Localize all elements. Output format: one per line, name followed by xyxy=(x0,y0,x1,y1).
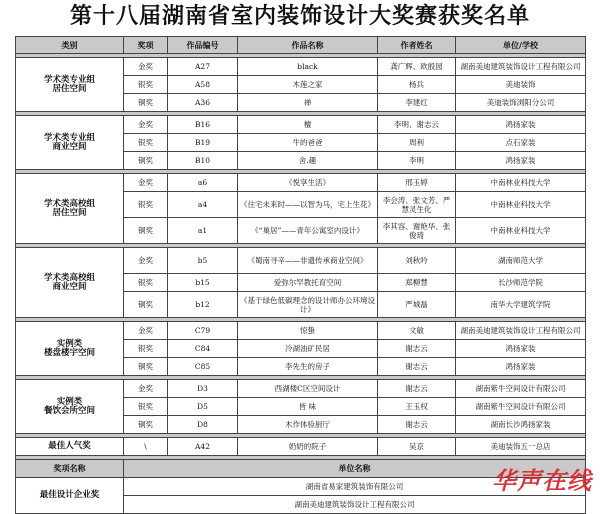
work-name-cell: 檀 xyxy=(238,116,378,134)
code-cell: B16 xyxy=(168,116,238,134)
code-cell: a1 xyxy=(168,218,238,244)
author-cell: 谢志云 xyxy=(378,380,456,398)
unit-cell: 点石家装 xyxy=(456,134,586,152)
work-name-cell: 禅 xyxy=(238,94,378,112)
author-cell: 谢志云 xyxy=(378,358,456,376)
award-cell: 银奖 xyxy=(124,192,168,218)
award-cell: 金奖 xyxy=(124,174,168,192)
award-cell: 金奖 xyxy=(124,322,168,340)
author-cell: 严城磊 xyxy=(378,292,456,318)
footer-header-award: 奖项名称 xyxy=(16,460,124,478)
work-name-cell: 李先生的房子 xyxy=(238,358,378,376)
unit-cell: 美迪装饰 xyxy=(456,76,586,94)
table-row xyxy=(16,322,586,340)
award-cell: 银奖 xyxy=(124,134,168,152)
work-name-cell: 木莲之家 xyxy=(238,76,378,94)
header-category: 类别 xyxy=(16,37,124,54)
code-cell: a6 xyxy=(168,174,238,192)
code-cell: A42 xyxy=(168,438,238,456)
unit-cell: 鸿扬家装 xyxy=(456,116,586,134)
work-name-cell: 爱弥尔罕教托育空间 xyxy=(238,274,378,292)
code-cell: C79 xyxy=(168,322,238,340)
work-name-cell: black xyxy=(238,58,378,76)
header-award: 奖项 xyxy=(124,37,168,54)
unit-cell: 鸿扬家装 xyxy=(456,152,586,170)
work-name-cell: 舍.趣 xyxy=(238,152,378,170)
unit-cell: 中南林业科技大学 xyxy=(456,174,586,192)
code-cell: a4 xyxy=(168,192,238,218)
table-row xyxy=(16,380,586,398)
code-cell: A27 xyxy=(168,58,238,76)
award-cell: 铜奖 xyxy=(124,218,168,244)
table-header-row xyxy=(16,37,586,54)
work-name-cell: 西湖楼C区空间设计 xyxy=(238,380,378,398)
author-cell: 李明 xyxy=(378,152,456,170)
work-name-cell: 冷湖油矿民居 xyxy=(238,340,378,358)
author-cell: 杨兵 xyxy=(378,76,456,94)
table-row xyxy=(16,116,586,134)
unit-cell: 美迪装饰浏阳分公司 xyxy=(456,94,586,112)
author-cell: 邢玉婷 xyxy=(378,174,456,192)
category-cell: 实例类 餐饮会所空间 xyxy=(16,380,124,434)
author-cell: 李明、谢志云 xyxy=(378,116,456,134)
code-cell: D8 xyxy=(168,416,238,434)
work-name-cell: 《“巢居”——青年公寓室内设计》 xyxy=(238,218,378,244)
author-cell: 王玉权 xyxy=(378,398,456,416)
author-cell: 吴京 xyxy=(378,438,456,456)
work-name-cell: 《蜀南寻辛——非遗传承商业空间》 xyxy=(238,248,378,274)
unit-cell: 长沙师范学院 xyxy=(456,274,586,292)
author-cell: 谢志云 xyxy=(378,416,456,434)
work-name-cell: 惊蛰 xyxy=(238,322,378,340)
award-cell: 铜奖 xyxy=(124,94,168,112)
category-cell: 学术类专业组 居住空间 xyxy=(16,58,124,112)
code-cell: A58 xyxy=(168,76,238,94)
code-cell: B19 xyxy=(168,134,238,152)
award-cell: 银奖 xyxy=(124,398,168,416)
work-name-cell: 奶奶的院子 xyxy=(238,438,378,456)
code-cell: D5 xyxy=(168,398,238,416)
author-cell: 文敏 xyxy=(378,322,456,340)
code-cell: b12 xyxy=(168,292,238,318)
award-cell: 铜奖 xyxy=(124,292,168,318)
code-cell: C84 xyxy=(168,340,238,358)
unit-cell: 湖南长沙鸿扬家装 xyxy=(456,416,586,434)
unit-cell: 鸿扬家装 xyxy=(456,340,586,358)
footer-unit-cell: 湖南省易家建筑装饰有限公司 xyxy=(124,478,586,496)
table-row xyxy=(16,58,586,76)
award-cell: 金奖 xyxy=(124,248,168,274)
author-cell: 谢志云 xyxy=(378,340,456,358)
code-cell: b15 xyxy=(168,274,238,292)
unit-cell: 中南林业科技大学 xyxy=(456,218,586,244)
code-cell: b5 xyxy=(168,248,238,274)
award-cell: 银奖 xyxy=(124,76,168,94)
work-name-cell: 木作体验厨厅 xyxy=(238,416,378,434)
footer-header-unit: 单位名称 xyxy=(124,460,586,478)
unit-cell: 湖南师范大学 xyxy=(456,248,586,274)
author-cell: 刘秋吟 xyxy=(378,248,456,274)
author-cell: 李会涛、张文芳、严慧灵生化 xyxy=(378,192,456,218)
unit-cell: 湖南紫牛空间设计有限公司 xyxy=(456,398,586,416)
footer-award-cell: 最佳设计企业奖 xyxy=(16,478,124,514)
work-name-cell: 《基于绿色低碳理念的设计师办公环境设计》 xyxy=(238,292,378,318)
header-work-name: 作品名称 xyxy=(238,37,378,54)
category-cell: 学术类专业组 商业空间 xyxy=(16,116,124,170)
category-cell: 最佳人气奖 xyxy=(16,438,124,456)
author-cell: 郑柳慧 xyxy=(378,274,456,292)
work-name-cell: 《悦享生活》 xyxy=(238,174,378,192)
code-cell: C85 xyxy=(168,358,238,376)
category-cell: 学术类高校组 居住空间 xyxy=(16,174,124,244)
award-cell: 铜奖 xyxy=(124,416,168,434)
page-title: 第十八届湖南省室内装饰设计大奖赛获奖名单 xyxy=(69,4,530,29)
code-cell: B10 xyxy=(168,152,238,170)
work-name-cell: 《住宅未来时——以智为马，宅上生花》 xyxy=(238,192,378,218)
award-cell: 金奖 xyxy=(124,58,168,76)
code-cell: A36 xyxy=(168,94,238,112)
author-cell: 李建红 xyxy=(378,94,456,112)
author-cell: 周利 xyxy=(378,134,456,152)
table-row xyxy=(16,438,586,456)
unit-cell: 中南林业科技大学 xyxy=(456,192,586,218)
award-cell: 银奖 xyxy=(124,274,168,292)
header-unit: 单位/学校 xyxy=(456,37,586,54)
award-cell: 铜奖 xyxy=(124,152,168,170)
award-cell: \ xyxy=(124,438,168,456)
unit-cell: 湖南紫牛空间设计有限公司 xyxy=(456,380,586,398)
work-name-cell: 皆 味 xyxy=(238,398,378,416)
unit-cell: 鸿扬家装 xyxy=(456,358,586,376)
unit-cell: 南华大学建筑学院 xyxy=(456,292,586,318)
author-cell: 龚广辉、欧殷园 xyxy=(378,58,456,76)
unit-cell: 美迪装饰五一总店 xyxy=(456,438,586,456)
work-name-cell: 牛的爸爸 xyxy=(238,134,378,152)
header-author: 作者姓名 xyxy=(378,37,456,54)
header-code: 作品编号 xyxy=(168,37,238,54)
award-cell: 银奖 xyxy=(124,340,168,358)
unit-cell: 湖南美迪建筑装饰设计工程有限公司 xyxy=(456,58,586,76)
awards-table xyxy=(15,36,586,514)
award-cell: 金奖 xyxy=(124,380,168,398)
code-cell: D3 xyxy=(168,380,238,398)
category-cell: 实例类 楼盘楼宇空间 xyxy=(16,322,124,376)
awards-body xyxy=(16,54,586,514)
table-row xyxy=(16,174,586,192)
footer-unit-cell: 湖南美迪建筑装饰设计工程有限公司 xyxy=(124,496,586,514)
table-row xyxy=(16,248,586,274)
category-cell: 学术类高校组 商业空间 xyxy=(16,248,124,318)
award-cell: 铜奖 xyxy=(124,358,168,376)
watermark-logo: 华声在线 xyxy=(492,466,592,495)
author-cell: 李其容、谢艳华、张俊琦 xyxy=(378,218,456,244)
award-cell: 金奖 xyxy=(124,116,168,134)
unit-cell: 湖南美迪建筑装饰设计工程有限公司 xyxy=(456,322,586,340)
